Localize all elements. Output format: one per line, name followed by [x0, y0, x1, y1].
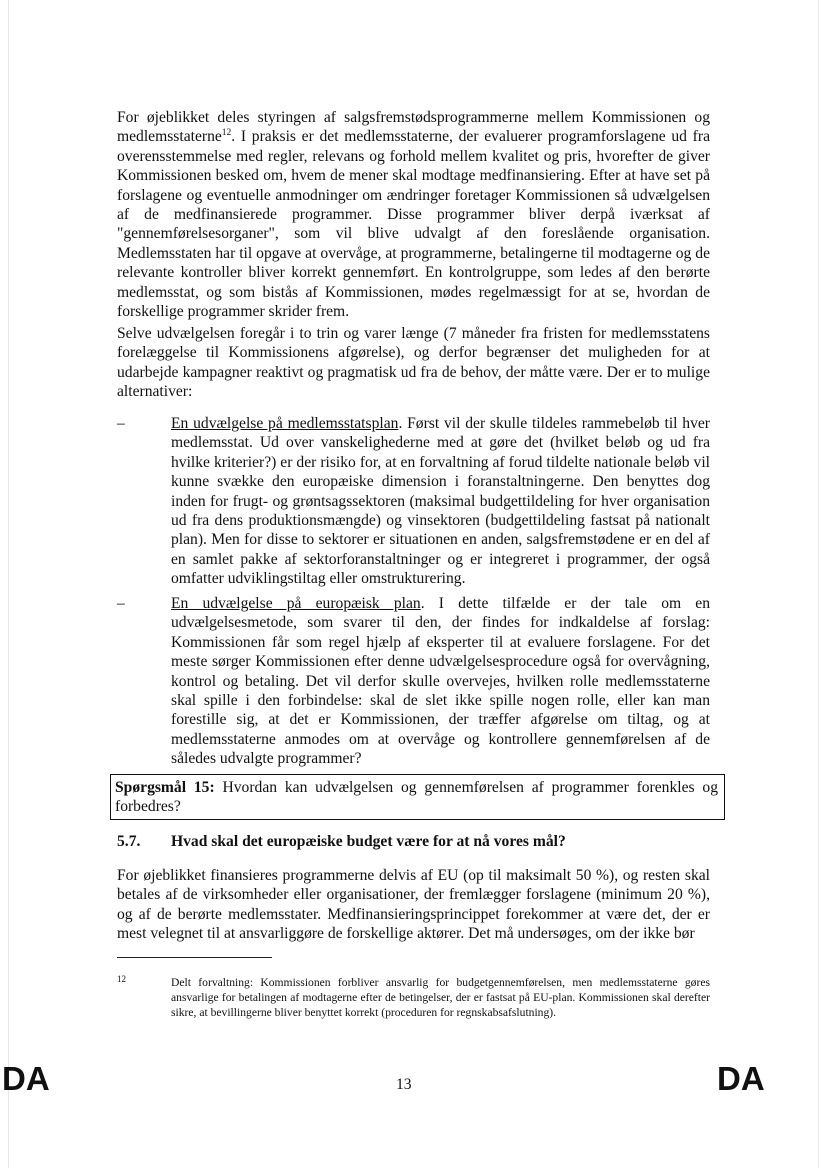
- list-item-title: En udvælgelse på europæisk plan: [171, 595, 421, 612]
- page-number: 13: [396, 1076, 412, 1093]
- paragraph-1-text-b: . I praksis er det medlemsstaterne, der evaluerer programforslagene ud fra overensstemmelse med regler, relevans og forhold mellem kvalitet og pris, hvorefter de giver Kommissionen besked om, hvem de mener skal modtage medfinansiering. Efter at have set på forslagene og eventuelle anmodninger om ændringer foretager Kommissionen så udvælgelsen af de medfinansierede programmer. Disse programmer bliver derpå iværksat af "gennemførelsesorganer", som vil blive udvalgt af den foreslående organisation. Medlemsstaten har til opgave at overvåge, at programmerne, betalingerne til modtagerne og de relevante kontroller bliver korrekt gennemført. En kontrolgruppe, som ledes af den berørte medlemsstat, og som bistås af Kommissionen, mødes regelmæssigt for at se, hvordan de forskellige programmer skrider frem.: [117, 128, 710, 321]
- paragraph-1-text-a: For øjeblikket deles styringen af salgsfremstødsprogrammerne mellem Kommissionen og medlemsstaterne: [117, 109, 710, 146]
- question-text: Hvordan kan udvælgelsen og gennemførelsen af programmer forenkles og forbedres?: [115, 779, 718, 816]
- scan-edge-right: [818, 0, 819, 1168]
- section-number: 5.7.: [117, 833, 141, 850]
- bullet-dash: –: [117, 415, 125, 432]
- section-heading: [117, 832, 710, 851]
- list-item: [117, 594, 710, 769]
- list-item-body: [171, 594, 710, 769]
- footnote-reference: 12: [221, 128, 232, 139]
- scan-edge-left: [8, 0, 9, 1168]
- language-code-left: DA: [2, 1060, 50, 1097]
- language-code-right: DA: [717, 1060, 765, 1097]
- list-item-text: . I dette tilfælde er der tale om en udvælgelsesmetode, som svarer til den, der findes for indkaldelse af forslag: Kommissionen får som regel hjælp af eksperter til at evaluere forslagene. For det meste sørger Kommissionen efter denne udvælgelsesprocedure også for overvågning, kontrol og betaling. Det vil derfor skulle overvejes, hvilken rolle medlemsstaterne skal spille i den forbindelse: skal de slet ikke spille nogen rolle, eller kan man forestille sig, at det er Kommissionen, der træffer afgørelse om tiltag, og at medlemsstaterne anmodes om at overvåge og kontrollere gennemførelsen af de således udvalgte programmer?: [171, 595, 711, 768]
- list-item-text: . Først vil der skulle tildeles rammebeløb til hver medlemsstat. Ud over vanskelighederne med at gøre det (hvilket beløb og ud fra hvilke kriterier?) er der risiko for, at en forvaltning af forud tildelte nationale beløb vil kunne svække den europæiske dimension i foranstaltningerne. Den benyttes dog inden for frugt- og grøntsagssektoren (maksimal budgettildeling for hver organisation ud fra dens produktionsmængde) og vinsektoren (budgettildeling fastsat på nationalt plan). Men for disse to sektorer er situationen en anden, salgsfremstødene er en del af en samlet pakke af sektorforanstaltninger og er integreret i programmer, der også omfatter udviklingstiltag eller omstrukturering.: [171, 415, 710, 588]
- footnote: [117, 975, 710, 1020]
- paragraph-2: Selve udvælgelsen foregår i to trin og varer længe (7 måneder fra fristen for medlemsstatens forelæggelse til Kommissionens afgørelse), og derfor begrænser det muligheden for at udarbejde kampagner reaktivt og pragmatisk ud fra de behov, der måtte være. Der er to mulige alternativer:: [117, 325, 710, 401]
- footnote-separator: [117, 957, 272, 958]
- section-title: Hvad skal det europæiske budget være for at nå vores mål?: [171, 833, 566, 850]
- paragraph-3: For øjeblikket finansieres programmerne delvis af EU (op til maksimalt 50 %), og resten skal betales af de virksomheder eller organisationer, der fremlægger forslagene (minimum 20 %), og af de berørte medlemsstater. Medfinansieringsprincippet forekommer at være det, der er mest velegnet til at ansvarliggøre de forskellige aktører. Det må undersøges, om der ikke bør: [117, 867, 710, 943]
- paragraph-1: [117, 108, 710, 321]
- footnote-text: Delt forvaltning: Kommissionen forbliver ansvarlig for budgetgennemførelsen, men medlemsstaterne gøres ansvarlige for betalingen af modtagerne efter de betingelser, der er fastsat på EU-plan. Kommissionen skal derefter sikre, at bevillingerne bliver benyttet korrekt (proceduren for regnskabsafslutning).: [171, 976, 710, 1019]
- bullet-dash: –: [117, 595, 125, 612]
- question-box: [110, 774, 725, 820]
- list-item: [117, 414, 710, 589]
- footnote-number: 12: [117, 974, 126, 984]
- list-item-body: [171, 414, 710, 589]
- question-label: Spørgsmål 15:: [115, 779, 215, 796]
- list-item-title: En udvælgelse på medlemsstatsplan: [171, 415, 399, 432]
